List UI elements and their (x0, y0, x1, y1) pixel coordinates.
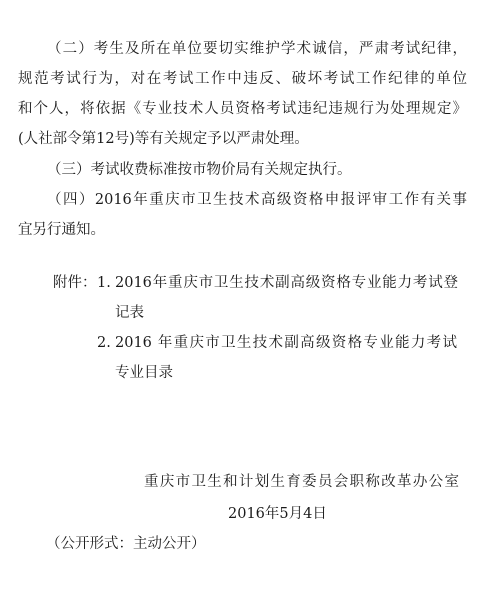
paragraph-2-line-2: 规范考试行为，对在考试工作中违反、破坏考试工作纪律的单位 (18, 71, 467, 87)
issue-date: 2016年5月4日 (228, 506, 327, 522)
attachment-2-line-1: 2016 年重庆市卫生技术副高级资格专业能力考试 (115, 335, 457, 351)
attachment-2-line-2: 专业目录 (115, 365, 173, 381)
disclosure-note: （公开形式：主动公开） (46, 536, 206, 552)
issuing-office: 重庆市卫生和计划生育委员会职称改革办公室 (144, 474, 459, 490)
paragraph-3-line-1: （三）考试收费标准按市物价局有关规定执行。 (47, 162, 352, 178)
paragraph-4-line-1: （四）2016年重庆市卫生技术高级资格申报评审工作有关事 (47, 192, 467, 208)
attachment-1-number: 1. (97, 275, 111, 291)
paragraph-4-line-2: 宜另行通知。 (18, 222, 105, 238)
attachment-1-line-1: 2016年重庆市卫生技术副高级资格专业能力考试登 (115, 275, 458, 291)
paragraph-2-line-1: （二）考生及所在单位要切实维护学术诚信，严肃考试纪律， (47, 41, 467, 57)
paragraph-2-line-4: (人社部令第12号)等有关规定予以严肃处理。 (18, 131, 309, 147)
attachment-2-number: 2. (97, 335, 111, 351)
attachment-1-line-2: 记表 (115, 305, 144, 321)
attachments-label: 附件： (53, 275, 97, 291)
paragraph-2-line-3: 和个人，将依据《专业技术人员资格考试违纪违规行为处理规定》 (18, 101, 467, 117)
